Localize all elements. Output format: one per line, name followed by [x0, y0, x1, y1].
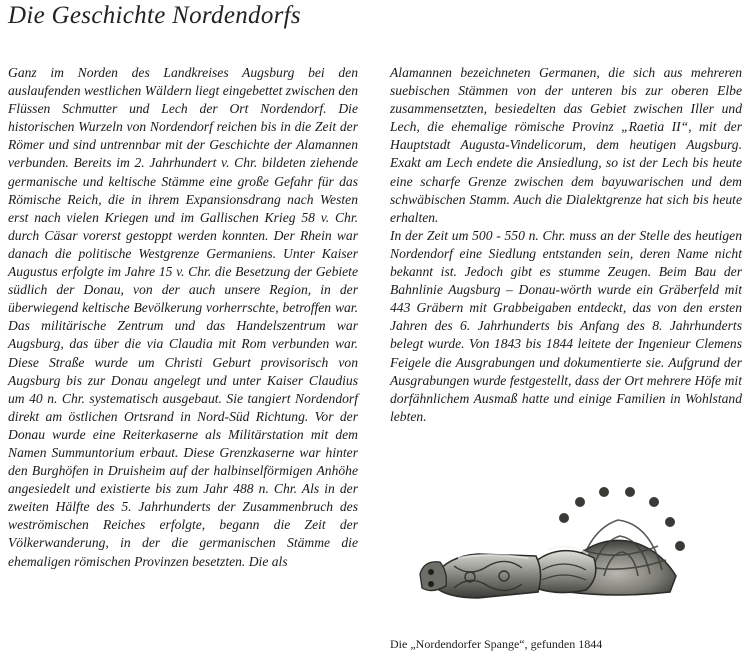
left-column-paragraph: Ganz im Norden des Landkreises Augsburg bei den auslaufenden westlichen Wäldern liegt eingebettet zwischen den Flüssen Schmutter und Lech der Ort Nordendorf. Die historischen Wurzeln von Nordendorf reichen bis in die Zeit der Römer und sind untrennbar mit der Geschichte der Alamannen verbunden. Bereits im 2. Jahrhundert v. Chr. bildeten ziehende germanische und keltische Stämme eine große Gefahr für das Römische Reich, die in ihrem Expansionsdrang nach Westen erst nach vielen Kriegen und im Gallischen Krieg 58 v. Chr. durch Cäsar vorerst gestoppt werden konnten. Der Rhein war danach die politische Westgrenze Germaniens. Unter Kaiser Augustus erfolgte im Jahre 15 v. Chr. die Besetzung der Gebiete südlich der Donau, von der auch unsere Region, in der überwiegend keltische Bevölkerung vorherrschte, betroffen war. Das militärische Zentrum und das Handelszentrum war Augsburg, das über die via Claudia mit Rom verbunden war. Diese Straße wurde um Christi Geburt provisorisch von Augsburg bis zur Donau angelegt und unter Kaiser Claudius um 40 n. Chr. systematisch ausgebaut. Sie tangiert Nordendorf direkt am östlichen Ortsrand in Nord-Süd Richtung. Vor der Donau wurde eine Reiterkaserne als Militärstation mit dem Namen Summuntorium erbaut. Diese Grenzkaserne war hinter den Burghöfen in Druisheim auf der halbinselförmigen Anhöhe angesiedelt und existierte bis zum Jahr 488 n. Chr. Als in der zweiten Hälfte des 5. Jahrhunderts der Zusammenbruch des weströmischen Reiches erfolgte, begann die Zeit der Völkerwanderung, in der die germanischen Stämme die ehemaligen römischen Provinzen besetzten. Die als	[8, 65, 358, 569]
left-text-column	[8, 64, 358, 571]
fibula-image	[418, 480, 688, 630]
right-text-column	[390, 64, 742, 426]
figure-caption: Die „Nordendorfer Spange“, gefunden 1844	[390, 637, 603, 651]
right-column-paragraph-1: Alamannen bezeichneten Germanen, die sich aus mehreren suebischen Stämmen von der unteren bis zur oberen Elbe zusammensetzten, besiedelten das Gebiet zwischen Iller und Lech, die ehemalige römische Provinz „Raetia II“, mit der Hauptstadt Augusta-Vindelicorum, dem heutigen Augsburg. Exakt am Lech endete die Ansiedlung, so ist der Lech bis heute eine scharfe Grenze zwischen dem bayuwarischen und dem schwäbischen Stamm. Auch die Dialektgrenze hat sich bis heute erhalten.	[390, 65, 742, 225]
fibula-photo	[418, 480, 688, 630]
page-title: Die Geschichte Nordendorfs	[8, 2, 301, 29]
right-column-paragraph-2: In der Zeit um 500 - 550 n. Chr. muss an der Stelle des heutigen Nordendorf eine Siedlung entstanden sein, deren Name nicht bekannt ist. Jedoch gibt es stumme Zeugen. Beim Bau der Bahnlinie Augsburg – Donau-wörth wurde ein Gräberfeld mit 443 Gräbern mit Grabbeigaben entdeckt, das von den ersten Jahren des 6. Jahrhunderts bis Anfang des 8. Jahrhunderts belegt wurde. Von 1843 bis 1844 leitete der Ingenieur Clemens Feigele die Ausgrabungen und dokumentierte sie. Aufgrund der Ausgrabungen wurde festgestellt, dass der Ort mehrere Höfe mit dorfähnlichem Ausmaß hatte und einige Familien in Wohlstand lebten.	[390, 227, 742, 424]
